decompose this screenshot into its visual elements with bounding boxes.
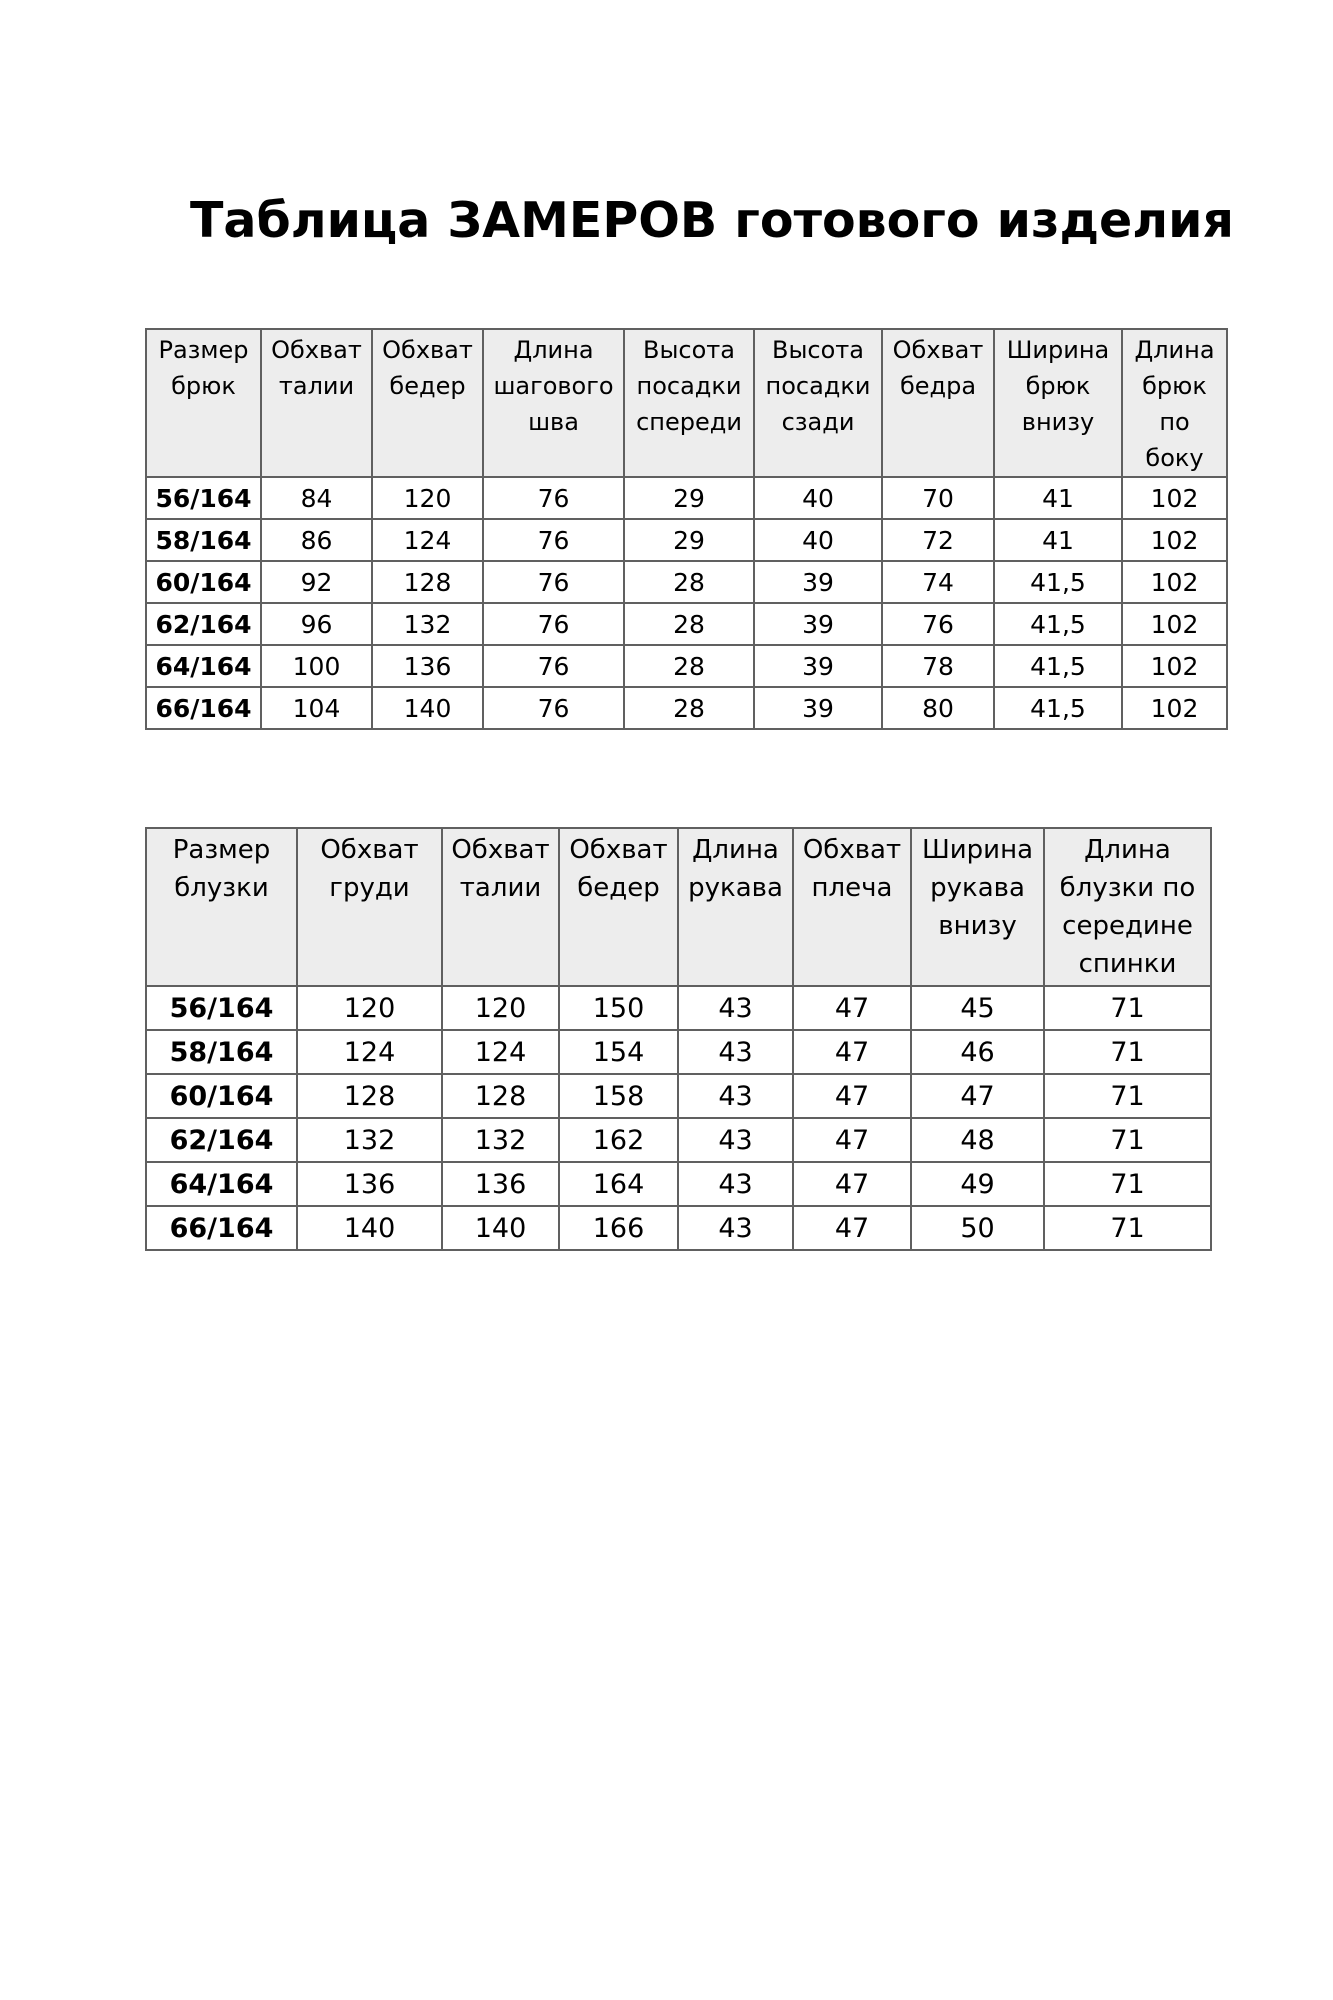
table-row (146, 561, 1227, 603)
table-row (146, 1162, 1211, 1206)
header-line: Ширина (921, 835, 1034, 865)
column-header (678, 828, 793, 986)
header-line: Длина (1134, 336, 1215, 364)
value-cell: 39 (754, 687, 882, 729)
value-cell: 71 (1044, 1030, 1211, 1074)
value-cell: 76 (483, 561, 624, 603)
header-line: Обхват (320, 835, 419, 865)
column-header (442, 828, 559, 986)
header-line: Обхват (271, 336, 362, 364)
column-header (994, 329, 1122, 477)
header-line: брюк (171, 372, 236, 400)
value-cell: 104 (261, 687, 372, 729)
header-line: Обхват (382, 336, 473, 364)
value-cell: 43 (678, 1162, 793, 1206)
header-line: Обхват (451, 835, 550, 865)
value-cell: 45 (911, 986, 1044, 1030)
value-cell: 71 (1044, 1206, 1211, 1250)
size-cell: 66/164 (146, 687, 261, 729)
value-cell: 43 (678, 1206, 793, 1250)
value-cell: 154 (559, 1030, 678, 1074)
value-cell: 102 (1122, 519, 1227, 561)
value-cell: 136 (297, 1162, 442, 1206)
header-line: брюк (1142, 372, 1207, 400)
value-cell: 47 (793, 1030, 911, 1074)
value-cell: 41 (994, 519, 1122, 561)
value-cell: 80 (882, 687, 994, 729)
value-cell: 102 (1122, 603, 1227, 645)
size-cell: 58/164 (146, 1030, 297, 1074)
value-cell: 158 (559, 1074, 678, 1118)
table-row (146, 519, 1227, 561)
value-cell: 29 (624, 519, 754, 561)
value-cell: 76 (483, 603, 624, 645)
value-cell: 124 (442, 1030, 559, 1074)
value-cell: 84 (261, 477, 372, 519)
header-line: внизу (1021, 408, 1095, 436)
size-cell: 62/164 (146, 1118, 297, 1162)
header-line: шагового (493, 372, 614, 400)
value-cell: 70 (882, 477, 994, 519)
header-line: середине (1062, 911, 1193, 941)
table-row (146, 1206, 1211, 1250)
column-header (559, 828, 678, 986)
value-cell: 40 (754, 519, 882, 561)
value-cell: 28 (624, 687, 754, 729)
header-line: бедер (577, 873, 660, 903)
value-cell: 128 (297, 1074, 442, 1118)
value-cell: 43 (678, 1030, 793, 1074)
value-cell: 48 (911, 1118, 1044, 1162)
column-header (261, 329, 372, 477)
value-cell: 28 (624, 645, 754, 687)
header-line: блузки (174, 873, 269, 903)
table-row (146, 1030, 1211, 1074)
value-cell: 47 (793, 986, 911, 1030)
value-cell: 76 (483, 645, 624, 687)
value-cell: 102 (1122, 645, 1227, 687)
value-cell: 47 (793, 1206, 911, 1250)
header-line: бедра (899, 372, 977, 400)
table-header-row (146, 329, 1227, 477)
table-row (146, 477, 1227, 519)
column-header (882, 329, 994, 477)
value-cell: 47 (911, 1074, 1044, 1118)
value-cell: 43 (678, 986, 793, 1030)
header-line: по (1159, 408, 1190, 436)
value-cell: 39 (754, 645, 882, 687)
header-line: Размер (172, 835, 271, 865)
table-row (146, 1118, 1211, 1162)
header-line: боку (1145, 444, 1204, 472)
size-cell: 66/164 (146, 1206, 297, 1250)
column-header (483, 329, 624, 477)
size-cell: 62/164 (146, 603, 261, 645)
value-cell: 120 (372, 477, 483, 519)
header-line: Обхват (892, 336, 984, 364)
header-line: блузки по (1059, 873, 1196, 903)
value-cell: 164 (559, 1162, 678, 1206)
header-line: посадки (765, 372, 871, 400)
value-cell: 162 (559, 1118, 678, 1162)
value-cell: 132 (297, 1118, 442, 1162)
value-cell: 47 (793, 1118, 911, 1162)
value-cell: 128 (442, 1074, 559, 1118)
header-line: шва (528, 408, 579, 436)
value-cell: 76 (483, 477, 624, 519)
table-header-row (146, 828, 1211, 986)
header-line: посадки (636, 372, 742, 400)
header-line: талии (459, 873, 542, 903)
value-cell: 124 (297, 1030, 442, 1074)
column-header (146, 828, 297, 986)
column-header (624, 329, 754, 477)
size-cell: 60/164 (146, 561, 261, 603)
value-cell: 124 (372, 519, 483, 561)
value-cell: 29 (624, 477, 754, 519)
pants-measurements-table (145, 328, 1228, 730)
value-cell: 43 (678, 1118, 793, 1162)
value-cell: 102 (1122, 687, 1227, 729)
value-cell: 72 (882, 519, 994, 561)
page-title: Таблица ЗАМЕРОВ готового изделия (190, 192, 1234, 249)
value-cell: 86 (261, 519, 372, 561)
header-line: спереди (636, 408, 742, 436)
value-cell: 41,5 (994, 645, 1122, 687)
value-cell: 49 (911, 1162, 1044, 1206)
header-line: спинки (1078, 949, 1177, 979)
header-line: Ширина (1006, 336, 1110, 364)
value-cell: 41,5 (994, 603, 1122, 645)
header-line: брюк (1025, 372, 1091, 400)
header-line: талии (278, 372, 355, 400)
value-cell: 50 (911, 1206, 1044, 1250)
value-cell: 102 (1122, 561, 1227, 603)
value-cell: 132 (372, 603, 483, 645)
value-cell: 43 (678, 1074, 793, 1118)
value-cell: 71 (1044, 1074, 1211, 1118)
value-cell: 76 (483, 687, 624, 729)
blouse-measurements-table (145, 827, 1212, 1251)
size-cell: 64/164 (146, 645, 261, 687)
size-cell: 56/164 (146, 477, 261, 519)
column-header (297, 828, 442, 986)
header-line: Размер (158, 336, 249, 364)
header-line: Обхват (802, 835, 902, 865)
value-cell: 78 (882, 645, 994, 687)
column-header (146, 329, 261, 477)
value-cell: 46 (911, 1030, 1044, 1074)
header-line: Длина (1084, 835, 1171, 865)
value-cell: 47 (793, 1074, 911, 1118)
value-cell: 140 (442, 1206, 559, 1250)
value-cell: 76 (483, 519, 624, 561)
table-row (146, 603, 1227, 645)
header-line: Высота (772, 336, 864, 364)
header-line: Длина (513, 336, 594, 364)
value-cell: 140 (372, 687, 483, 729)
value-cell: 136 (372, 645, 483, 687)
header-line: Обхват (569, 835, 668, 865)
value-cell: 100 (261, 645, 372, 687)
header-line: Высота (643, 336, 735, 364)
value-cell: 39 (754, 603, 882, 645)
column-header (754, 329, 882, 477)
value-cell: 74 (882, 561, 994, 603)
header-line: Длина (692, 835, 779, 865)
table-row (146, 687, 1227, 729)
header-line: внизу (938, 911, 1017, 941)
column-header (911, 828, 1044, 986)
size-cell: 58/164 (146, 519, 261, 561)
column-header (1044, 828, 1211, 986)
value-cell: 40 (754, 477, 882, 519)
header-line: рукава (688, 873, 783, 903)
header-line: рукава (930, 873, 1025, 903)
header-line: сзади (781, 408, 855, 436)
value-cell: 166 (559, 1206, 678, 1250)
column-header (1122, 329, 1227, 477)
value-cell: 41 (994, 477, 1122, 519)
value-cell: 71 (1044, 1162, 1211, 1206)
value-cell: 71 (1044, 986, 1211, 1030)
header-line: плеча (811, 873, 893, 903)
header-line: груди (329, 873, 410, 903)
value-cell: 41,5 (994, 561, 1122, 603)
value-cell: 132 (442, 1118, 559, 1162)
column-header (372, 329, 483, 477)
value-cell: 76 (882, 603, 994, 645)
value-cell: 39 (754, 561, 882, 603)
value-cell: 41,5 (994, 687, 1122, 729)
value-cell: 92 (261, 561, 372, 603)
value-cell: 28 (624, 603, 754, 645)
value-cell: 150 (559, 986, 678, 1030)
value-cell: 140 (297, 1206, 442, 1250)
value-cell: 28 (624, 561, 754, 603)
value-cell: 96 (261, 603, 372, 645)
size-cell: 60/164 (146, 1074, 297, 1118)
header-line: бедер (389, 372, 466, 400)
column-header (793, 828, 911, 986)
value-cell: 120 (297, 986, 442, 1030)
value-cell: 47 (793, 1162, 911, 1206)
value-cell: 128 (372, 561, 483, 603)
table-row (146, 645, 1227, 687)
value-cell: 71 (1044, 1118, 1211, 1162)
value-cell: 136 (442, 1162, 559, 1206)
size-cell: 64/164 (146, 1162, 297, 1206)
table-row (146, 1074, 1211, 1118)
size-cell: 56/164 (146, 986, 297, 1030)
table-row (146, 986, 1211, 1030)
value-cell: 120 (442, 986, 559, 1030)
value-cell: 102 (1122, 477, 1227, 519)
